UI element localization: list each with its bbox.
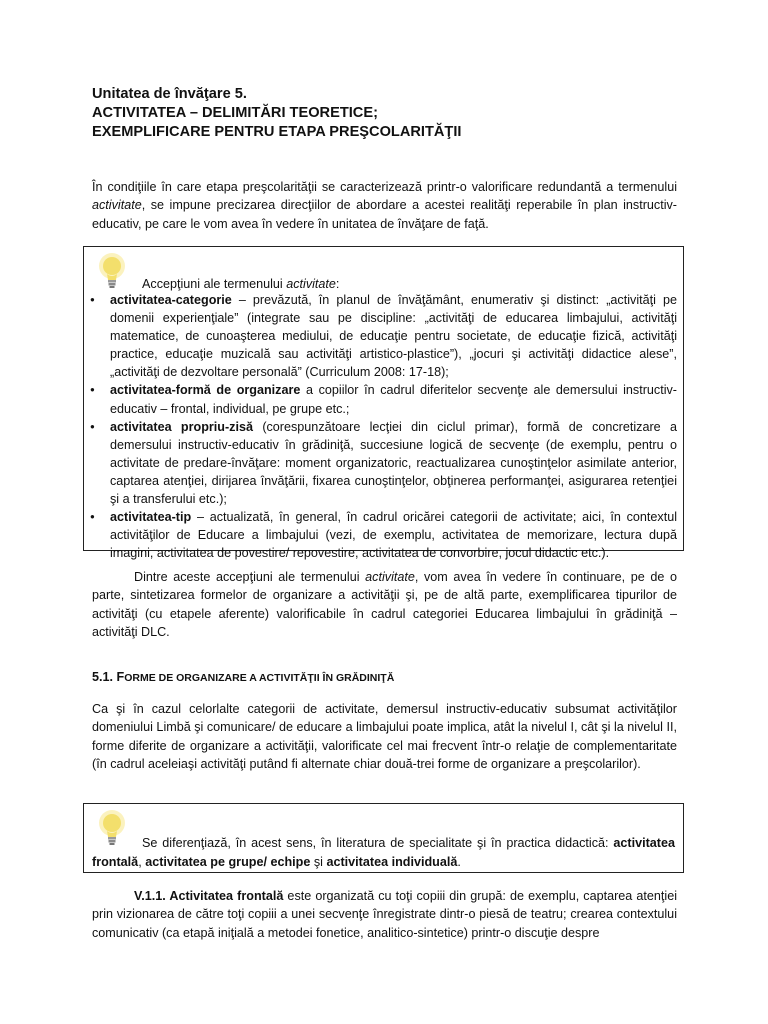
acceptions-list bbox=[110, 291, 677, 562]
third-paragraph: Ca şi în cazul celorlalte categorii de activitate, demersul instructiv-educativ subsumat activităţilor domeniului Limbă şi comunicare/ de educare a limbajului poate implica, atât la nivelul I, cât şi la nivelul II, forme diferite de organizare a activităţii, valorificate cel mai frecvent într-o relaţie de complementaritate (în cadrul aceleiaşi activităţi putând fi alternate chiar două-trei forme de organizare a preşcolarilor). bbox=[92, 702, 677, 772]
list-item: ● activitatea-formă de organizare a copiilor în cadrul diferitelor secvenţe ale demersului instructiv-educativ – frontal, individual, pe grupe etc.; bbox=[110, 381, 677, 417]
intro-term: activitate bbox=[92, 198, 142, 213]
second-paragraph: Dintre aceste accepţiuni ale termenului activitate, vom avea în vedere în continuare, pe de o parte, sintetizarea formelor de organizare a activităţii şi, pe de altă parte, exemplificarea tipurilor de activităţi (cu etapele aferente) valorificabile în cadrul categoriei Educarea limbajului în grădiniţă – activităţi DLC. bbox=[92, 570, 677, 640]
unit-subtitle-1: ACTIVITATEA – DELIMITĂRI TEORETICE; bbox=[92, 105, 378, 121]
intro-paragraph: În condiţiile în care etapa preşcolarităţii se caracterizează printr-o valorificare redundantă a termenului activitate, se impune precizarea direcţiilor de abordare a acestei realităţi reperabile în plan instructiv-educativ, pe care le vom avea în vedere în unitatea de învăţare de faţă. bbox=[92, 180, 677, 231]
list-item: ● activitatea-categorie – prevăzută, în planul de învăţământ, enumerativ şi distinct: „activităţi pe domenii experienţiale” (integrate sau pe discipline: „activităţi de educarea limbajului, activităţi matematice, de cunoaşterea mediului, de educaţie pentru societate, de educaţie fizică, activităţi practice, educaţie muzicală sau activităţi artistico-plastice”), „jocuri şi activităţi didactice alese”, „activităţi de dezvoltare personală” (Curriculum 2008: 17-18); bbox=[110, 291, 677, 381]
unit-heading bbox=[92, 85, 692, 142]
section-title: 5.1. FORME DE ORGANIZARE A ACTIVITĂŢII ÎN GRĂDINIŢĂ bbox=[92, 670, 395, 684]
organization-forms-text: Se diferenţiază, în acest sens, în literatura de specialitate şi în practica didactică: activitatea frontală, activitatea pe grupe/ echipe şi activitatea individuală. bbox=[92, 836, 675, 869]
unit-title: Unitatea de învăţare 5. bbox=[92, 86, 247, 102]
list-item: ● activitatea-tip – actualizată, în general, în cadrul oricărei categorii de activitate; aici, în contextul activităţilor de Educare a limbajului (vezi, de exemplu, activitatea de memorizare, lectura după imagini, activitatea de povestire/ repovestire, activitatea de convorbire, jocul didactic etc.). bbox=[110, 508, 677, 562]
lightbulb-icon bbox=[93, 250, 131, 292]
acceptions-intro: Accepţiuni ale termenului activitate: bbox=[142, 277, 340, 291]
list-item: ● activitatea propriu-zisă (corespunzătoare lecţiei din ciclul primar), formă de concretizare a demersului instructiv-educativ în grădiniţă, succesiune logică de secvenţe (de exemplu, pentru o activitate de predare-învăţare: moment organizatoric, reactualizarea cunoştinţelor asimilate anterior, captarea atenţiei, dirijarea învăţării, fixarea cunoştinţelor, obţinerea performanţei, asigurarea retenţiei şi a transferului etc.); bbox=[110, 418, 677, 508]
acceptions-box bbox=[83, 246, 684, 561]
fourth-paragraph: V.1.1. Activitatea frontală este organizată cu toţi copiii din grupă: de exemplu, captarea atenţiei prin vizionarea de către toţi copiii a unei secvenţe înregistrate dintr-o piesă de teatru; crearea contextului comunicativ (ca etapă iniţială a metodei fonetice, analitico-sintetice) printr-o discuţie despre bbox=[92, 889, 677, 940]
organization-forms-box bbox=[83, 803, 684, 873]
unit-subtitle-2: EXEMPLIFICARE PENTRU ETAPA PREŞCOLARITĂŢII bbox=[92, 124, 462, 140]
frontal-activity-label: V.1.1. Activitatea frontală bbox=[134, 889, 284, 903]
